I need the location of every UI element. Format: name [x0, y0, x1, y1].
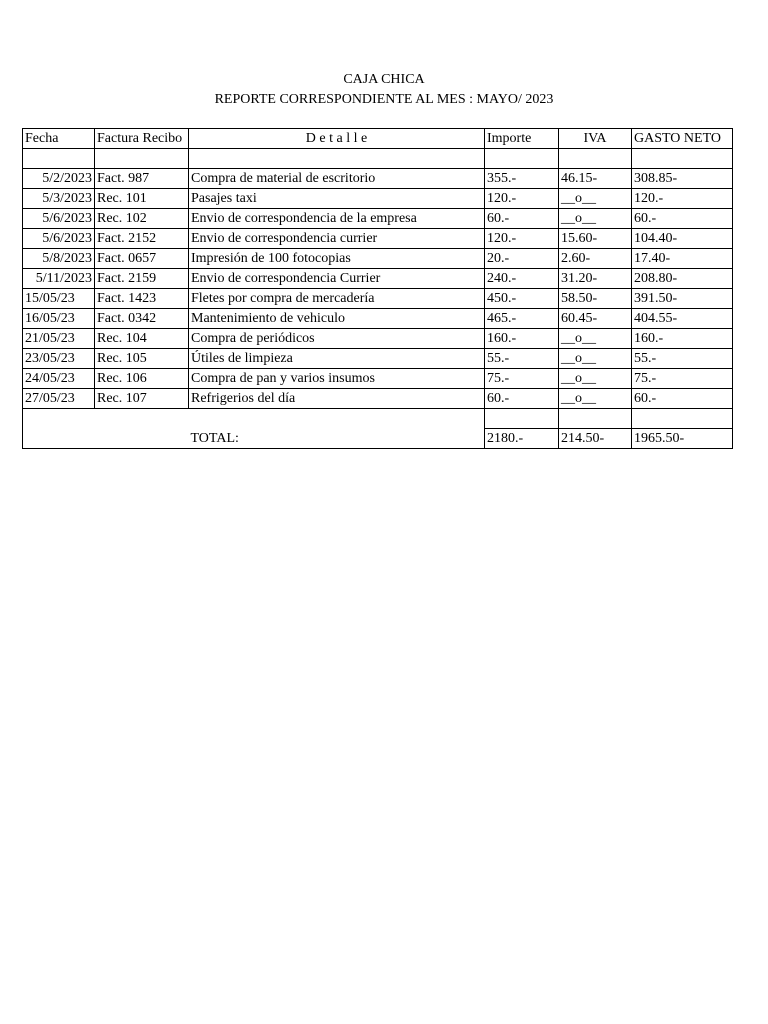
cell-gasto-neto: 404.55-	[632, 309, 733, 329]
cell-importe: 160.-	[485, 329, 559, 349]
cell-factura: Rec. 106	[95, 369, 189, 389]
table-row	[23, 249, 733, 269]
total-label: TOTAL:	[189, 429, 485, 449]
report-title: CAJA CHICA	[343, 72, 425, 87]
report-subtitle: REPORTE CORRESPONDIENTE AL MES : MAYO/ 2023	[214, 92, 554, 107]
cell-detalle: Envio de correspondencia currier	[189, 229, 485, 249]
cell-detalle: Compra de material de escritorio	[189, 169, 485, 189]
cell-gasto-neto: 120.-	[632, 189, 733, 209]
table-row	[23, 289, 733, 309]
cell-detalle: Envio de correspondencia Currier	[189, 269, 485, 289]
header-detalle: D e t a l l e	[189, 129, 485, 149]
table-row	[23, 229, 733, 249]
cell-factura: Fact. 2159	[95, 269, 189, 289]
cell-detalle: Impresión de 100 fotocopias	[189, 249, 485, 269]
table-row	[23, 309, 733, 329]
cell-factura: Fact. 1423	[95, 289, 189, 309]
cell-fecha: 5/3/2023	[23, 189, 95, 209]
cell-fecha: 5/6/2023	[23, 229, 95, 249]
cell-fecha: 5/11/2023	[23, 269, 95, 289]
cell-fecha: 5/8/2023	[23, 249, 95, 269]
cell-factura: Rec. 104	[95, 329, 189, 349]
cell-importe: 55.-	[485, 349, 559, 369]
cell-iva: 60.45-	[559, 309, 632, 329]
cell-gasto-neto: 208.80-	[632, 269, 733, 289]
total-importe: 2180.-	[485, 429, 559, 449]
total-row	[23, 429, 733, 449]
cell-iva: __o__	[559, 189, 632, 209]
cell-gasto-neto: 55.-	[632, 349, 733, 369]
cell-fecha: 5/2/2023	[23, 169, 95, 189]
cell-gasto-neto: 160.-	[632, 329, 733, 349]
cell-factura: Rec. 107	[95, 389, 189, 409]
cell-importe: 120.-	[485, 189, 559, 209]
cell-gasto-neto: 75.-	[632, 369, 733, 389]
cell-gasto-neto: 17.40-	[632, 249, 733, 269]
table-row	[23, 209, 733, 229]
cell-detalle: Pasajes taxi	[189, 189, 485, 209]
cell-gasto-neto: 104.40-	[632, 229, 733, 249]
table-row	[23, 349, 733, 369]
cell-importe: 20.-	[485, 249, 559, 269]
header-fecha: Fecha	[23, 129, 95, 149]
cell-fecha: 24/05/23	[23, 369, 95, 389]
cell-iva: __o__	[559, 389, 632, 409]
total-iva: 214.50-	[559, 429, 632, 449]
cell-factura: Fact. 987	[95, 169, 189, 189]
cell-gasto-neto: 308.85-	[632, 169, 733, 189]
header-iva: IVA	[559, 129, 632, 149]
cell-iva: 46.15-	[559, 169, 632, 189]
table-row	[23, 369, 733, 389]
cell-importe: 60.-	[485, 209, 559, 229]
cell-iva: __o__	[559, 329, 632, 349]
cell-iva: __o__	[559, 209, 632, 229]
cell-factura: Rec. 101	[95, 189, 189, 209]
blank-row	[23, 149, 733, 169]
cell-importe: 75.-	[485, 369, 559, 389]
cell-iva: 58.50-	[559, 289, 632, 309]
cell-fecha: 23/05/23	[23, 349, 95, 369]
cell-factura: Fact. 2152	[95, 229, 189, 249]
table-row	[23, 189, 733, 209]
cell-iva: __o__	[559, 369, 632, 389]
cell-detalle: Compra de pan y varios insumos	[189, 369, 485, 389]
cell-importe: 465.-	[485, 309, 559, 329]
cell-iva: 15.60-	[559, 229, 632, 249]
cell-fecha: 15/05/23	[23, 289, 95, 309]
cell-fecha: 5/6/2023	[23, 209, 95, 229]
cell-fecha: 27/05/23	[23, 389, 95, 409]
table-row	[23, 389, 733, 409]
cell-iva: 2.60-	[559, 249, 632, 269]
table-row	[23, 169, 733, 189]
cell-factura: Fact. 0657	[95, 249, 189, 269]
spacer-row	[23, 409, 733, 429]
cell-detalle: Envio de correspondencia de la empresa	[189, 209, 485, 229]
cell-iva: 31.20-	[559, 269, 632, 289]
header-importe: Importe	[485, 129, 559, 149]
cell-detalle: Mantenimiento de vehiculo	[189, 309, 485, 329]
table-row	[23, 329, 733, 349]
cell-factura: Rec. 102	[95, 209, 189, 229]
cell-fecha: 21/05/23	[23, 329, 95, 349]
cell-gasto-neto: 391.50-	[632, 289, 733, 309]
cell-detalle: Compra de periódicos	[189, 329, 485, 349]
header-factura-recibo: Factura Recibo	[95, 129, 189, 149]
cell-gasto-neto: 60.-	[632, 209, 733, 229]
cell-importe: 240.-	[485, 269, 559, 289]
cell-detalle: Útiles de limpieza	[189, 349, 485, 369]
cell-importe: 120.-	[485, 229, 559, 249]
cell-importe: 355.-	[485, 169, 559, 189]
cell-importe: 60.-	[485, 389, 559, 409]
cell-factura: Rec. 105	[95, 349, 189, 369]
cell-gasto-neto: 60.-	[632, 389, 733, 409]
table-row	[23, 269, 733, 289]
cell-importe: 450.-	[485, 289, 559, 309]
header-row	[23, 129, 733, 149]
cell-iva: __o__	[559, 349, 632, 369]
cell-factura: Fact. 0342	[95, 309, 189, 329]
header-gasto-neto: GASTO NETO	[632, 129, 733, 149]
expense-table	[22, 128, 733, 449]
cell-fecha: 16/05/23	[23, 309, 95, 329]
total-gasto-neto: 1965.50-	[632, 429, 733, 449]
cell-detalle: Refrigerios del día	[189, 389, 485, 409]
cell-detalle: Fletes por compra de mercadería	[189, 289, 485, 309]
